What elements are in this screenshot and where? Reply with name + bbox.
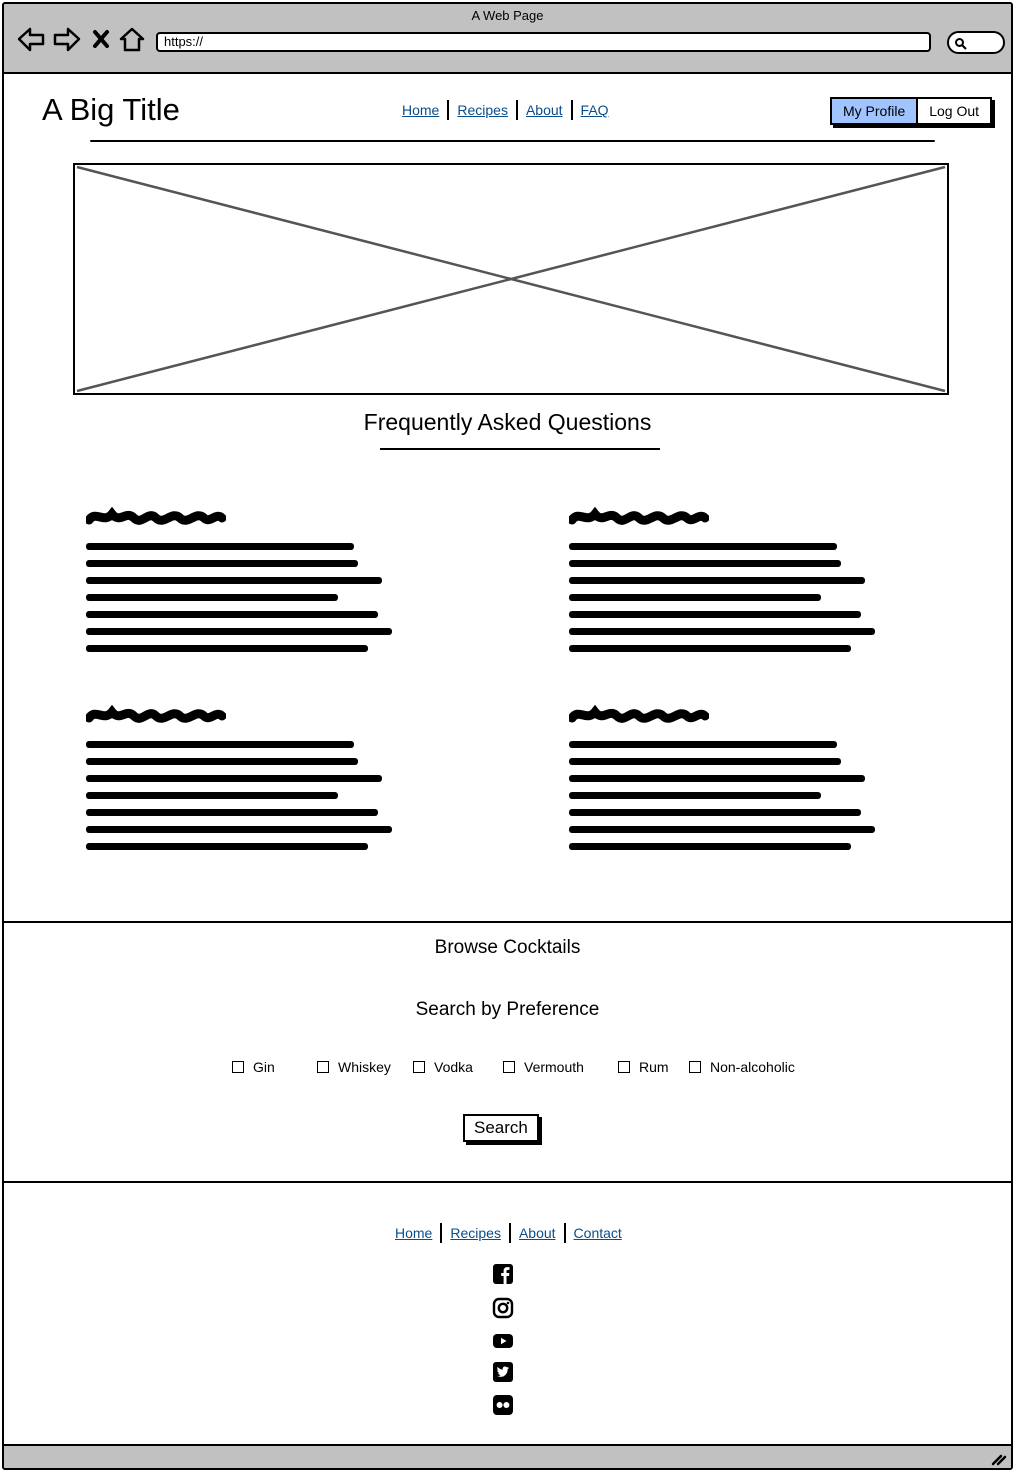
faq-item: [569, 506, 879, 662]
faq-heading: Frequently Asked Questions: [363, 409, 652, 435]
faq-question-scribble: [569, 506, 709, 528]
browser-toolbar: [4, 4, 1011, 74]
checkbox[interactable]: [503, 1061, 515, 1073]
nav-link-recipes[interactable]: Recipes: [457, 102, 508, 118]
stop-icon[interactable]: [90, 26, 112, 54]
faq-answer-scribble: [86, 543, 396, 652]
browse-cocktails-section: [4, 921, 1011, 1183]
facebook-icon[interactable]: [492, 1263, 514, 1285]
faq-question-scribble: [86, 506, 226, 528]
checkbox[interactable]: [689, 1061, 701, 1073]
checkbox[interactable]: [317, 1061, 329, 1073]
faq-answer-scribble: [569, 543, 879, 652]
faq-answer-scribble: [569, 741, 879, 850]
forward-icon[interactable]: [52, 26, 82, 54]
home-icon[interactable]: [118, 26, 148, 54]
back-icon[interactable]: [16, 26, 46, 54]
flickr-icon[interactable]: [492, 1394, 514, 1416]
faq-question-scribble: [86, 704, 226, 726]
status-bar: [4, 1444, 1011, 1468]
browser-window: [2, 2, 1013, 1470]
faq-item: [569, 704, 879, 860]
footer-nav: [387, 1223, 630, 1243]
main-nav: [394, 100, 617, 120]
browse-heading: Browse Cocktails: [434, 937, 581, 958]
nav-link-faq[interactable]: FAQ: [580, 102, 609, 118]
footer-link-contact[interactable]: Contact: [573, 1225, 622, 1241]
option-non-alcoholic[interactable]: Non-alcoholic: [689, 1059, 795, 1075]
faq-heading-underline: [380, 448, 660, 450]
faq-question-scribble: [569, 704, 709, 726]
faq-answer-scribble: [86, 741, 396, 850]
option-vermouth[interactable]: Vermouth: [503, 1059, 584, 1075]
youtube-icon[interactable]: [492, 1330, 514, 1352]
my-profile-button[interactable]: My Profile: [832, 99, 918, 123]
search-button[interactable]: Search: [463, 1114, 539, 1142]
account-button-group: [830, 97, 992, 125]
preference-heading: Search by Preference: [415, 999, 600, 1020]
address-bar[interactable]: https://: [156, 32, 931, 52]
checkbox[interactable]: [618, 1061, 630, 1073]
header-divider: [90, 140, 935, 142]
footer-link-home[interactable]: Home: [395, 1225, 433, 1241]
footer-link-about[interactable]: About: [518, 1225, 556, 1241]
checkbox[interactable]: [413, 1061, 425, 1073]
option-rum[interactable]: Rum: [618, 1059, 669, 1075]
checkbox[interactable]: [232, 1061, 244, 1073]
option-vodka[interactable]: Vodka: [413, 1059, 473, 1075]
instagram-icon[interactable]: [492, 1297, 514, 1319]
option-whiskey[interactable]: Whiskey: [317, 1059, 391, 1075]
browser-search-field[interactable]: [947, 31, 1005, 54]
faq-item: [86, 506, 396, 662]
option-gin[interactable]: Gin: [232, 1059, 275, 1075]
nav-link-about[interactable]: About: [525, 102, 563, 118]
hero-image-placeholder: [73, 163, 949, 395]
site-title: A Big Title: [42, 92, 180, 127]
footer-link-recipes[interactable]: Recipes: [450, 1225, 501, 1241]
search-icon: [954, 37, 968, 51]
nav-link-home[interactable]: Home: [402, 102, 440, 118]
log-out-button[interactable]: Log Out: [929, 103, 980, 119]
window-title: A Web Page: [471, 8, 544, 23]
faq-item: [86, 704, 396, 860]
resize-grip-icon[interactable]: [991, 1452, 1007, 1466]
twitter-icon[interactable]: [492, 1361, 514, 1383]
